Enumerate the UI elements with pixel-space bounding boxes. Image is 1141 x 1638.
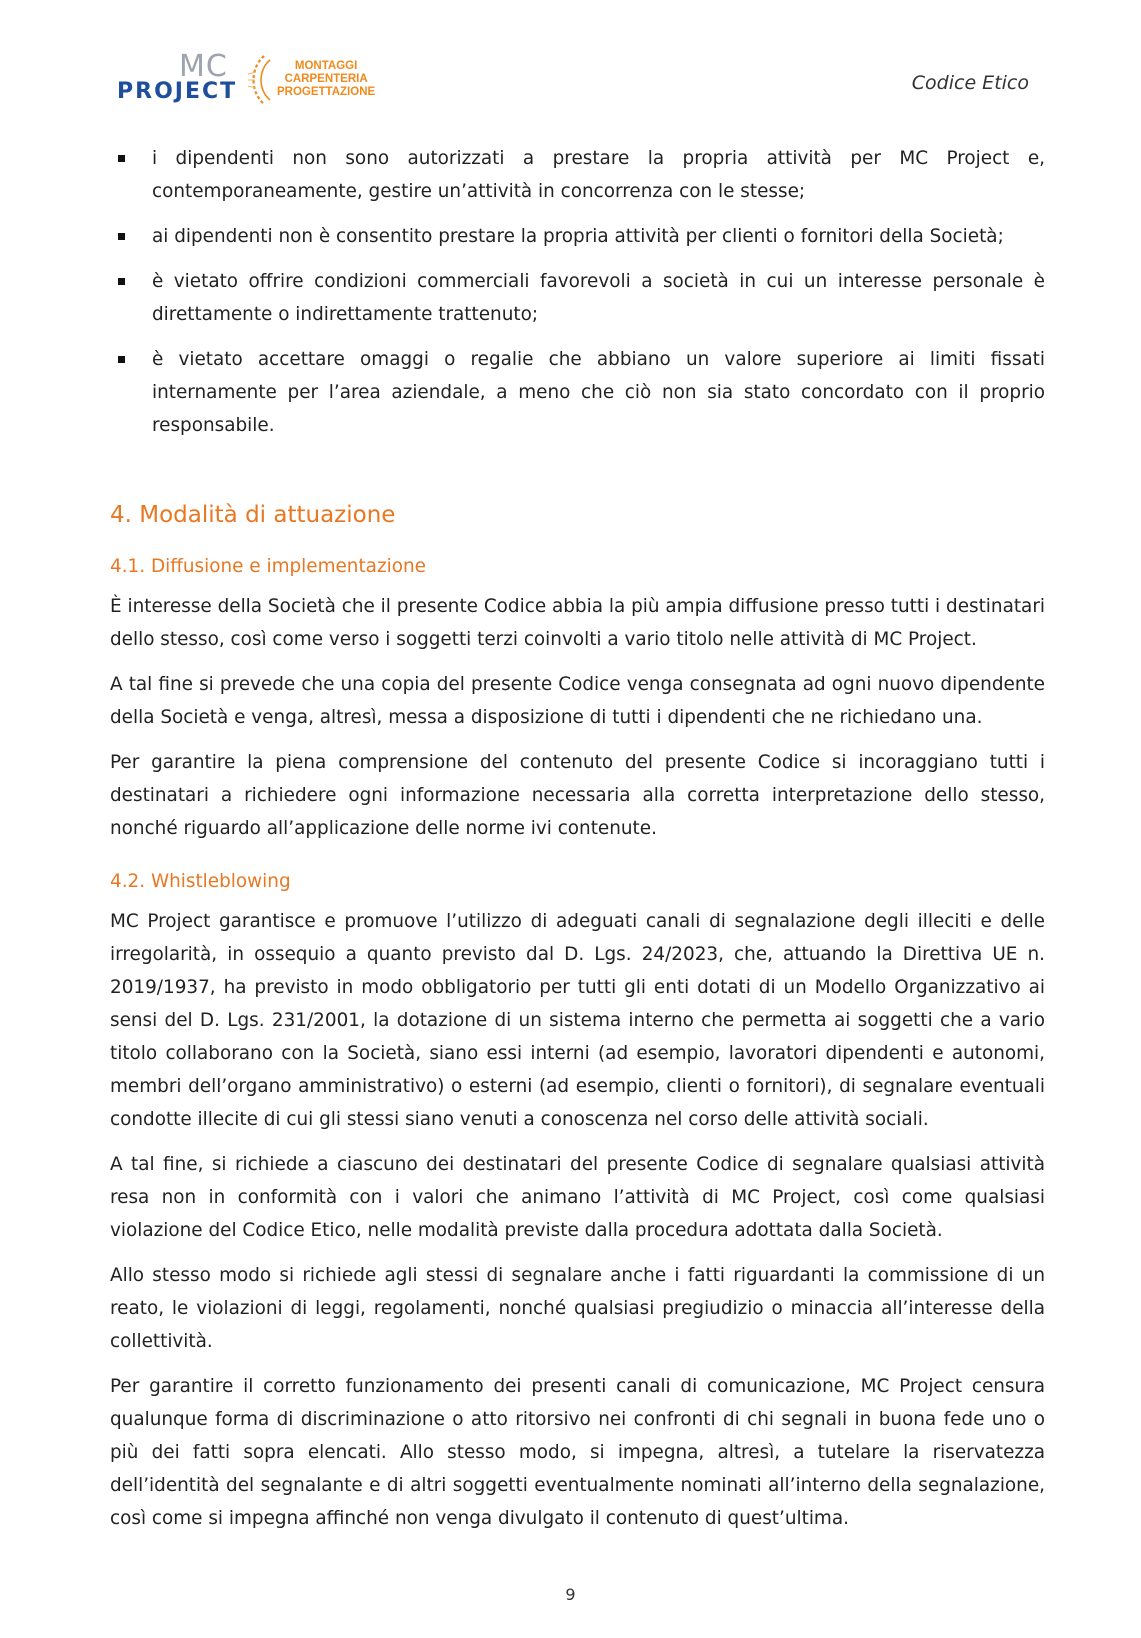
list-item — [110, 343, 1045, 442]
paragraph: Per garantire la piena comprensione del contenuto del presente Codice si incoraggiano tutti i destinatari a richiedere ogni informazione necessaria alla corretta interpretazione dello stesso, nonché riguardo all’applicazione delle norme ivi contenute. — [110, 752, 1045, 839]
subsection-heading-whistleblowing: 4.2. Whistleblowing — [110, 871, 291, 892]
list-item-text: è vietato offrire condizioni commerciali favorevoli a società in cui un interesse personale è direttamente o indirettamente trattenuto; — [152, 271, 1045, 325]
paragraph: Per garantire il corretto funzionamento dei presenti canali di comunicazione, MC Project censura qualunque forma di discriminazione o atto ritorsivo nei confronti di chi segnali in buona fede uno o più dei fatti sopra elencati. Allo stesso modo, si impegna, altresì, a tutelare la riservatezza dell’identità del segnalante e di altri soggetti eventualmente nominati all’interno della segnalazione, così come si impegna affinché non venga divulgato il contenuto di quest’ultima. — [110, 1376, 1045, 1529]
company-logo — [117, 49, 387, 110]
list-item-text: è vietato accettare omaggi o regalie che abbiano un valore superiore ai limiti fissati internamente per l’area aziendale, a meno che ciò non sia stato concordato con il proprio responsabile. — [152, 349, 1045, 436]
paragraph: MC Project garantisce e promuove l’utilizzo di adeguati canali di segnalazione degli illeciti e delle irregolarità, in ossequio a quanto previsto dal D. Lgs. 24/2023, che, attuando la Direttiva UE n. 2019/1937, ha previsto in modo obbligatorio per tutti gli enti dotati di un Modello Organizzativo ai sensi del D. Lgs. 231/2001, la dotazione di un sistema interno che permetta ai soggetti che a vario titolo collaborano con la Società, siano essi interni (ad esempio, lavoratori dipendenti e autonomi, membri dell’organo amministrativo) o esterni (ad esempio, clienti o fornitori), di segnalare eventuali condotte illecite di cui gli stessi siano venuti a conoscenza nel corso delle attività sociali. — [110, 911, 1045, 1130]
bullet-list — [110, 142, 1045, 442]
list-item — [110, 142, 1045, 208]
paragraph: Allo stesso modo si richiede agli stessi di segnalare anche i fatti riguardanti la commissione di un reato, le violazioni di leggi, regolamenti, nonché qualsiasi pregiudizio o minaccia all’interesse della collettività. — [110, 1265, 1045, 1352]
subsection-heading-diffusione: 4.1. Diffusione e implementazione — [110, 556, 426, 577]
logo-project-text: PROJECT — [117, 79, 238, 104]
logo-tagline — [277, 60, 375, 99]
paragraph: A tal fine si prevede che una copia del presente Codice venga consegnata ad ogni nuovo dipendente della Società e venga, altresì, messa a disposizione di tutti i dipendenti che ne richiedano una. — [110, 674, 1045, 728]
gear-arc-icon — [246, 54, 276, 106]
paragraph: È interesse della Società che il presente Codice abbia la più ampia diffusione presso tutti i destinatari dello stesso, così come verso i soggetti terzi coinvolti a vario titolo nelle attività di MC Project. — [110, 596, 1045, 650]
list-item — [110, 265, 1045, 331]
page-number: 9 — [565, 1585, 576, 1604]
logo-mc-text: MC — [179, 49, 228, 84]
list-item-text: i dipendenti non sono autorizzati a prestare la propria attività per MC Project e, contemporaneamente, gestire un’attività in concorrenza con le stesse; — [152, 148, 1045, 202]
square-bullet-icon — [118, 278, 125, 285]
list-item — [110, 220, 1045, 253]
logo-tagline-line: CARPENTERIA — [284, 73, 368, 85]
list-item-text: ai dipendenti non è consentito prestare la propria attività per clienti o fornitori della Società; — [152, 226, 1004, 247]
square-bullet-icon — [118, 155, 125, 162]
section-heading: 4. Modalità di attuazione — [110, 502, 396, 528]
square-bullet-icon — [118, 233, 125, 240]
logo-tagline-line: MONTAGGI — [294, 60, 358, 72]
paragraph: A tal fine, si richiede a ciascuno dei destinatari del presente Codice di segnalare qualsiasi attività resa non in conformità con i valori che animano l’attività di MC Project, così come qualsiasi violazione del Codice Etico, nelle modalità previste dalla procedura adottata dalla Società. — [110, 1154, 1045, 1241]
page-header — [0, 0, 1141, 120]
square-bullet-icon — [118, 356, 125, 363]
page-body — [110, 142, 1045, 1547]
logo-tagline-line: PROGETTAZIONE — [277, 86, 376, 98]
document-title: Codice Etico — [911, 72, 1029, 94]
